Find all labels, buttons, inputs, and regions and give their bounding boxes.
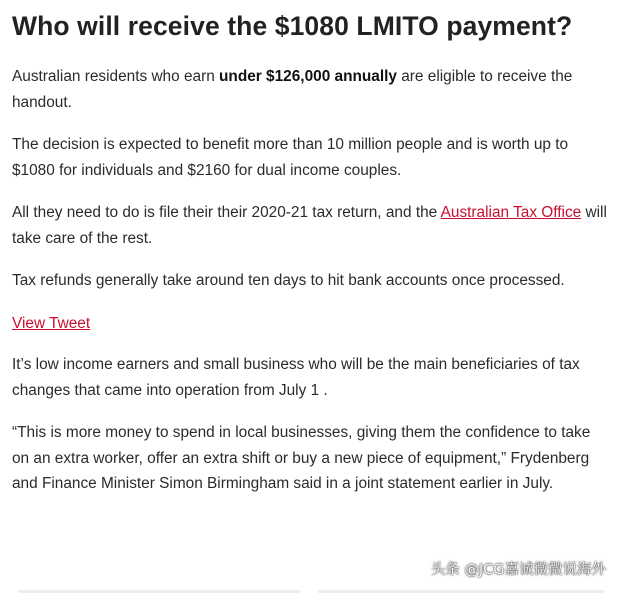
- income-threshold: under $126,000 annually: [219, 68, 397, 85]
- tax-return-text-end: will take care of the rest.: [12, 204, 607, 247]
- source-watermark: 头条 @JCG嘉诚微微说海外: [430, 562, 606, 578]
- article: [12, 12, 608, 514]
- eligibility-text-start: Australian residents who earn: [12, 68, 220, 85]
- view-tweet-link[interactable]: View Tweet: [12, 314, 91, 332]
- benefit-paragraph: The decision is expected to benefit more than 10 million people and is worth up to $1080 for individuals and $2160 for dual income couples.: [12, 136, 569, 179]
- article-heading: Who will receive the $1080 LMITO payment?: [12, 11, 573, 41]
- tweet-paragraph: [12, 311, 608, 337]
- tax-return-text-start: All they need to do is file their their 2020-21 tax return, and the: [12, 204, 441, 221]
- refund-timing-paragraph: Tax refunds generally take around ten days to hit bank accounts once processed.: [12, 272, 565, 289]
- eligibility-text-end: are eligible to receive the handout.: [12, 68, 573, 111]
- eligibility-paragraph: [12, 64, 608, 115]
- ato-link[interactable]: Australian Tax Office: [440, 204, 582, 221]
- quote-paragraph: “This is more money to spend in local businesses, giving them the confidence to take on an extra worker, offer an extra shift or buy a new piece of equipment,” Frydenberg and Finance Minister Simon Birmingham said in a joint statement earlier in July.: [12, 424, 591, 492]
- beneficiaries-paragraph: It’s low income earners and small business who will be the main beneficiaries of tax changes that came into operation from July 1 .: [12, 356, 580, 399]
- tax-return-paragraph: [12, 200, 608, 251]
